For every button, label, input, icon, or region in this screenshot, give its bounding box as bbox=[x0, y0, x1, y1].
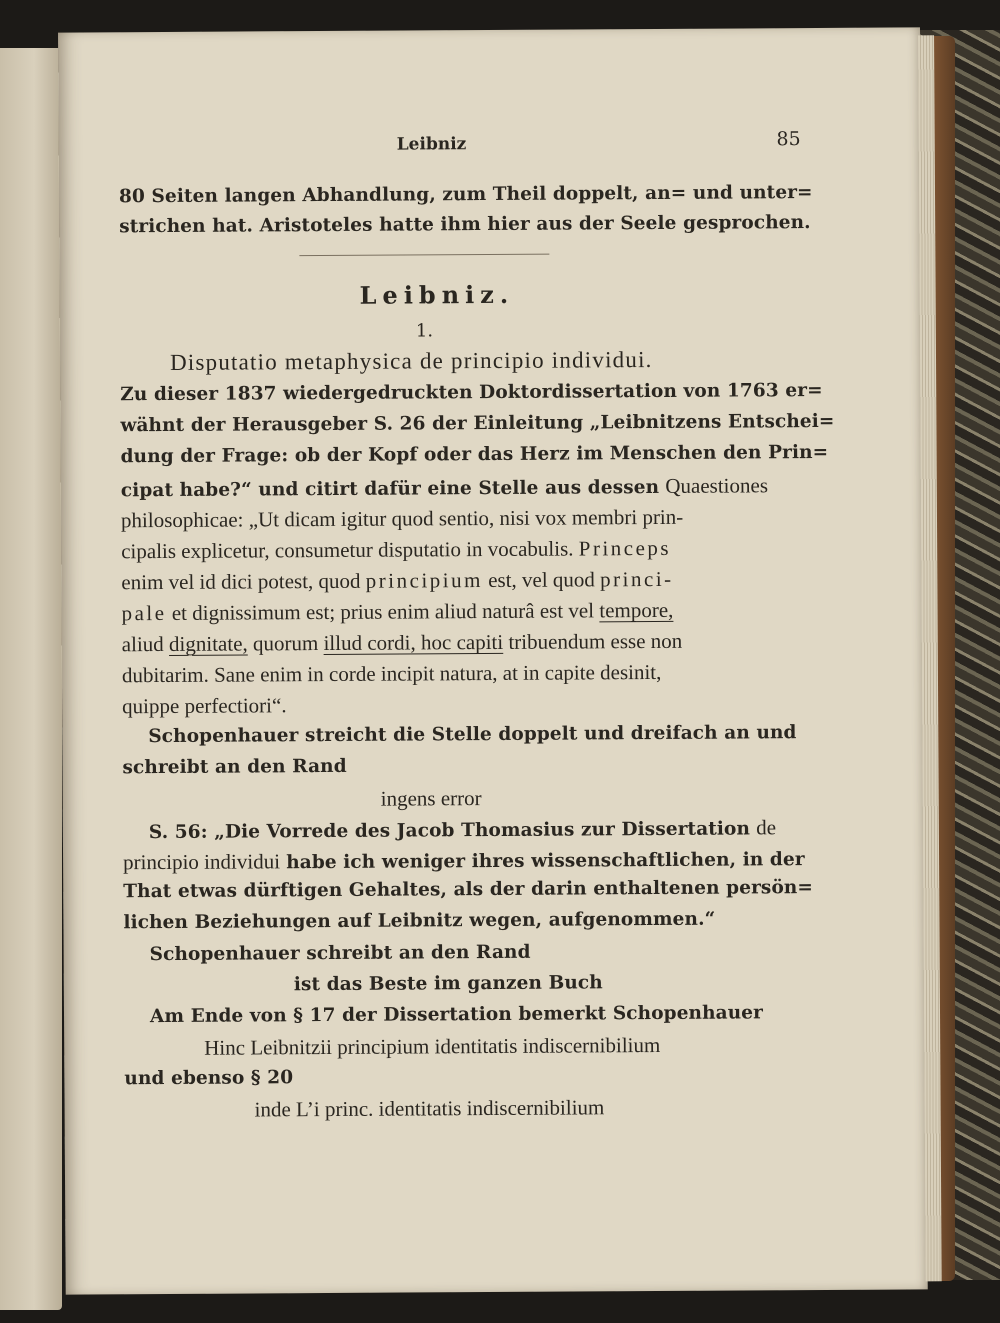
dissertation-title: Disputatio metaphysica de principio individui. bbox=[169, 347, 653, 375]
body-line: Schopenhauer streicht die Stelle doppelt und dreifach an und bbox=[148, 722, 797, 748]
body-line: That etwas dürftigen Gehaltes, als der darin enthaltenen persön= bbox=[123, 877, 814, 903]
body-line bbox=[121, 598, 673, 626]
body-line bbox=[123, 846, 805, 875]
underlined-text: tempore, bbox=[599, 597, 674, 623]
margin-note: ingens error bbox=[380, 786, 482, 811]
body-line: und ebenso § 20 bbox=[124, 1067, 294, 1090]
section-divider bbox=[299, 254, 549, 257]
body-text-latin: est, vel quod bbox=[488, 567, 595, 593]
body-line: dubitarim. Sane enim in corde incipit natura, at in capite desinit, bbox=[121, 659, 662, 688]
section-numeral: 1. bbox=[415, 320, 434, 342]
section-heading: Leibniz. bbox=[359, 279, 515, 310]
facing-page-edge bbox=[0, 48, 62, 1310]
body-line: lichen Beziehungen auf Leibnitz wegen, aufgenommen.“ bbox=[123, 908, 716, 934]
body-text-latin: Quaestiones bbox=[665, 473, 769, 498]
body-text-latin: aliud bbox=[121, 631, 164, 657]
margin-note: Hinc Leibnitzii principium identitatis indiscernibilium bbox=[204, 1032, 661, 1060]
body-line: wähnt der Herausgeber S. 26 der Einleitung „Leibnitzens Entschei= bbox=[120, 410, 835, 437]
body-line: Schopenhauer schreibt an den Rand bbox=[149, 941, 531, 966]
running-head bbox=[119, 128, 809, 155]
running-title: Leibniz bbox=[396, 134, 467, 155]
body-line: philosophicae: „Ut dicam igitur quod sentio, nisi vox membri prin- bbox=[120, 504, 684, 533]
page-number: 85 bbox=[776, 128, 801, 151]
spaced-emphasis: Princeps bbox=[578, 535, 672, 561]
body-line: dung der Frage: ob der Kopf oder das Herz im Menschen den Prin= bbox=[120, 441, 829, 468]
underlined-text: dignitate, bbox=[168, 631, 248, 656]
underlined-text: illud cordi, hoc capiti bbox=[323, 629, 504, 656]
body-text: habe ich weniger ihres wissenschaftlichen, in der bbox=[286, 849, 805, 874]
spaced-emphasis: princi- bbox=[600, 566, 674, 592]
margin-note: inde L’i princ. identitatis indiscernibilium bbox=[254, 1095, 605, 1122]
spaced-emphasis: pale bbox=[121, 600, 167, 626]
body-text-latin: de bbox=[756, 815, 777, 840]
body-line bbox=[121, 567, 673, 595]
body-text: cipat habe?“ und citirt dafür eine Stelle aus dessen bbox=[120, 476, 660, 502]
book-page bbox=[58, 27, 928, 1294]
body-text-latin: cipalis explicetur, consumetur disputatio in vocabulis. bbox=[121, 536, 574, 564]
page-text-block bbox=[118, 28, 835, 1122]
body-text: S. 56: „Die Vorrede des Jacob Thomasius zur Dissertation bbox=[148, 818, 751, 844]
body-text-latin: enim vel id dici potest, quod bbox=[121, 568, 361, 595]
intro-line-2: strichen hat. Aristoteles hatte ihm hier aus der Seele gesprochen. bbox=[119, 212, 811, 238]
intro-line-1: 80 Seiten langen Abhandlung, zum Theil doppelt, an= und unter= bbox=[118, 182, 813, 208]
margin-note: ist das Beste im ganzen Buch bbox=[293, 972, 603, 996]
body-text-latin: principio individui bbox=[123, 849, 281, 875]
body-line bbox=[121, 473, 768, 502]
body-line: quippe perfectiori“. bbox=[122, 693, 287, 719]
body-line bbox=[121, 536, 671, 564]
body-text-latin: quorum bbox=[252, 631, 319, 656]
body-text-latin: et dignissimum est; prius enim aliud naturâ est vel bbox=[171, 598, 595, 625]
body-line: schreibt an den Rand bbox=[122, 755, 347, 779]
body-line bbox=[149, 815, 776, 844]
body-line: Am Ende von § 17 der Dissertation bemerkt Schopenhauer bbox=[149, 1002, 764, 1028]
body-line: Zu dieser 1837 wiedergedruckten Doktordissertation von 1763 er= bbox=[120, 379, 823, 406]
body-line bbox=[122, 629, 683, 657]
body-text-latin: tribuendum esse non bbox=[508, 628, 683, 654]
spaced-emphasis: principium bbox=[365, 568, 483, 593]
